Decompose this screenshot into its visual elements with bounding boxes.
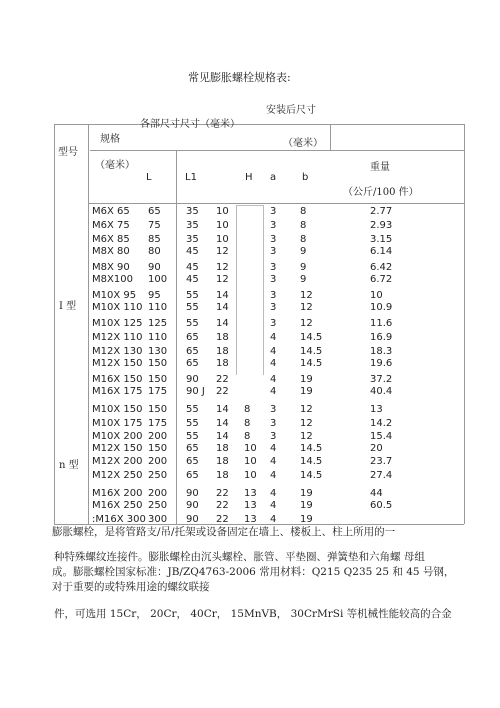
install-size-unit: （毫米） [283,138,323,149]
cell-weight: 2.77 [370,206,393,217]
cell-b: 14.5 [300,470,323,481]
part-size-header: 各部尺寸尺寸（毫米） [140,119,240,130]
cell-H: 8 [244,431,251,442]
cell-b: 12 [300,418,313,429]
cell-b: 14.5 [300,332,323,343]
model-header: 型号 [58,147,78,158]
cell-weight: 10 [370,290,383,301]
cell-a: 3 [270,274,277,285]
cell-spec: M10X 95 [92,290,137,301]
cell-L1: 90 J [186,386,205,397]
cell-L: 130 [148,346,168,357]
cell-a: 3 [270,262,277,273]
cell-H-col1: 14 [216,290,229,301]
cell-L: 175 [148,386,168,397]
cell-H-col1: 10 [216,234,229,245]
cell-L: 200 [148,456,168,467]
cell-weight: 3.15 [370,234,393,245]
cell-b: 19 [300,386,313,397]
cell-spec: M12X 110 [92,332,143,343]
cell-b: 19 [300,500,313,511]
cell-a: 4 [270,374,277,385]
cell-H-col1: 12 [216,246,229,257]
cell-a: 3 [270,220,277,231]
spec-unit-header: （毫米） [95,160,135,171]
cell-a: 4 [270,386,277,397]
cell-H: 13 [244,514,257,525]
cell-spec: M8X 90 [92,262,130,273]
cell-weight: 10.9 [370,302,393,313]
cell-spec: M6X 75 [92,220,130,231]
column-header-a: a [270,172,277,183]
cell-L1: 55 [186,318,199,329]
cell-b: 19 [300,514,313,525]
cell-weight: 14.2 [370,418,393,429]
group-label-type-i: I 型 [59,301,77,312]
cell-b: 8 [300,220,307,231]
cell-spec: M6X 85 [92,234,130,245]
cell-L: 150 [148,443,168,454]
cell-L1: 90 [186,374,199,385]
cell-spec: M8X100 [92,274,133,285]
cell-b: 12 [300,431,313,442]
cell-a: 3 [270,234,277,245]
cell-spec: M12X 150 [92,443,143,454]
cell-L: 175 [148,418,168,429]
cell-L1: 45 [186,246,199,257]
cell-L1: 65 [186,470,199,481]
cell-spec: M10X 125 [92,318,143,329]
cell-H-col1: 10 [216,206,229,217]
cell-spec: :M16X 300 [92,514,146,525]
cell-weight: 44 [370,488,383,499]
cell-H: 10 [244,443,257,454]
cell-H: 10 [244,470,257,481]
cell-spec: M16X 250 [92,500,143,511]
group-label-type-n: n 型 [59,460,79,471]
cell-L1: 55 [186,404,199,415]
cell-a: 3 [270,418,277,429]
column-header-L: L [146,172,152,183]
cell-weight: 60.5 [370,500,393,511]
weight-column-divider [330,124,331,150]
cell-H-col1: 22 [216,374,229,385]
cell-L: 90 [148,262,161,273]
cell-L: 110 [148,302,168,313]
cell-weight: 6.72 [370,274,393,285]
table-right-border [464,124,465,524]
cell-H-col1: 22 [216,488,229,499]
cell-b: 12 [300,404,313,415]
cell-L1: 45 [186,262,199,273]
cell-weight: 37.2 [370,374,393,385]
cell-b: 12 [300,302,313,313]
cell-a: 3 [270,404,277,415]
cell-H: 13 [244,500,257,511]
cell-L1: 65 [186,332,199,343]
paragraph-line-3: 成。膨胀螺栓国家标准：JB/ZQ4763-2006 常用材料：Q215 Q235 25 和 45 号钢， [52,566,455,578]
cell-a: 4 [270,443,277,454]
cell-b: 12 [300,290,313,301]
weight-header: 重量 [370,162,390,173]
cell-spec: M16X 200 [92,488,143,499]
paragraph-line-2: 种特殊螺纹连接件。膨胀螺栓由沉头螺栓、胀管、平垫圈、弹簧垫和六角螺 母组 [54,551,425,563]
paragraph-line-1: 膨胀螺栓，是将管路支/吊/托架或设备固定在墙上、楼板上、柱上所用的一 [52,526,396,538]
model-column-divider [88,124,89,524]
cell-b: 14.5 [300,346,323,357]
cell-H-col1: 12 [216,262,229,273]
cell-H-col1: 14 [216,302,229,313]
header-divider [90,150,464,151]
cell-a: 4 [270,514,277,525]
cell-L: 150 [148,404,168,415]
cell-a: 4 [270,488,277,499]
cell-H-col1: 14 [216,418,229,429]
page-title: 常见膨胀螺栓规格表: [188,71,291,84]
cell-b: 14.5 [300,358,323,369]
cell-a: 3 [270,206,277,217]
h-column-left-line [236,205,237,375]
cell-L1: 55 [186,302,199,313]
cell-H-col1: 10 [216,220,229,231]
cell-L1: 65 [186,443,199,454]
cell-L: 95 [148,290,161,301]
cell-spec: M16X 175 [92,386,143,397]
cell-a: 4 [270,456,277,467]
cell-weight: 15.4 [370,431,393,442]
h-column-right-line [263,205,264,375]
cell-H-col1: 12 [216,274,229,285]
cell-weight: 6.42 [370,262,393,273]
cell-b: 19 [300,374,313,385]
cell-weight: 16.9 [370,332,393,343]
cell-L1: 65 [186,456,199,467]
header-bottom-border [88,203,464,204]
cell-L: 250 [148,500,168,511]
cell-L: 80 [148,246,161,257]
cell-a: 4 [270,346,277,357]
cell-L: 200 [148,431,168,442]
table-left-border [54,124,55,524]
cell-weight: 18.3 [370,346,393,357]
cell-spec: M16X 150 [92,374,143,385]
cell-b: 14.5 [300,443,323,454]
cell-L1: 35 [186,234,199,245]
cell-L1: 35 [186,220,199,231]
cell-spec: M8X 80 [92,246,130,257]
table-top-border [54,124,464,125]
spec-column-divider [176,150,177,524]
cell-L: 150 [148,374,168,385]
cell-spec: M10X 110 [92,302,143,313]
cell-L1: 55 [186,418,199,429]
cell-weight: 20 [370,443,383,454]
cell-L: 100 [148,274,168,285]
cell-L1: 55 [186,290,199,301]
cell-weight: 13 [370,404,383,415]
cell-H-col1: 14 [216,404,229,415]
cell-spec: M6X 65 [92,206,130,217]
cell-L1: 90 [186,514,199,525]
cell-b: 8 [300,206,307,217]
cell-H: 10 [244,456,257,467]
cell-H-col1: 14 [216,431,229,442]
cell-spec: M10X 150 [92,404,143,415]
cell-H: 8 [244,404,251,415]
cell-L1: 65 [186,358,199,369]
cell-spec: M12X 200 [92,456,143,467]
cell-weight: 6.14 [370,246,393,257]
cell-weight: 2.93 [370,220,393,231]
cell-L: 65 [148,206,161,217]
cell-L1: 55 [186,431,199,442]
cell-H-col1: 18 [216,470,229,481]
cell-L: 125 [148,318,168,329]
cell-H-col1: 22 [216,514,229,525]
cell-b: 8 [300,234,307,245]
cell-weight: 27.4 [370,470,393,481]
cell-a: 3 [270,246,277,257]
cell-spec: M12X 150 [92,358,143,369]
cell-a: 3 [270,290,277,301]
column-header-H: H [245,172,253,183]
cell-L: 200 [148,488,168,499]
spec-header: 规格 [100,134,120,145]
paragraph-line-4: 对于重要的或特殊用途的螺纹联接 [52,581,210,593]
h-column-top-line [236,205,264,206]
cell-b: 9 [300,246,307,257]
paragraph-line-5: 件，可选用 15Cr， 20Cr， 40Cr， 15MnVB， 30CrMrSi 等机械性能较高的合金 [54,608,452,620]
cell-a: 4 [270,500,277,511]
column-header-b: b [302,172,309,183]
cell-b: 14.5 [300,456,323,467]
cell-L1: 35 [186,206,199,217]
cell-H-col1: 18 [216,443,229,454]
cell-a: 4 [270,332,277,343]
cell-H-col1: 22 [216,500,229,511]
cell-L: 110 [148,332,168,343]
cell-H-col1: 18 [216,346,229,357]
cell-L: 85 [148,234,161,245]
cell-L1: 45 [186,274,199,285]
cell-a: 4 [270,358,277,369]
cell-a: 3 [270,302,277,313]
cell-weight: 23.7 [370,456,393,467]
cell-weight: 40.4 [370,386,393,397]
cell-H-col1: 18 [216,456,229,467]
cell-spec: M10X 200 [92,431,143,442]
cell-b: 9 [300,262,307,273]
column-header-L1: L1 [185,172,197,183]
cell-L: 250 [148,470,168,481]
cell-a: 3 [270,318,277,329]
cell-b: 12 [300,318,313,329]
cell-H-col1: 18 [216,358,229,369]
cell-L1: 90 [186,488,199,499]
cell-L: 300 [148,514,168,525]
cell-H-col1: 22 [216,386,229,397]
cell-L: 75 [148,220,161,231]
cell-L1: 90 [186,500,199,511]
cell-a: 3 [270,431,277,442]
cell-weight: 11.6 [370,318,393,329]
cell-spec: M12X 130 [92,346,143,357]
cell-L1: 65 [186,346,199,357]
cell-H: 8 [244,418,251,429]
cell-H: 13 [244,488,257,499]
cell-a: 4 [270,470,277,481]
cell-spec: M12X 250 [92,470,143,481]
cell-L: 150 [148,358,168,369]
cell-H-col1: 18 [216,332,229,343]
cell-spec: M10X 175 [92,418,143,429]
weight-unit-header: （公斤/100 件） [343,187,419,198]
cell-weight: 19.6 [370,358,393,369]
cell-b: 9 [300,274,307,285]
cell-b: 19 [300,488,313,499]
cell-H-col1: 14 [216,318,229,329]
install-size-header: 安装后尺寸 [266,105,316,116]
